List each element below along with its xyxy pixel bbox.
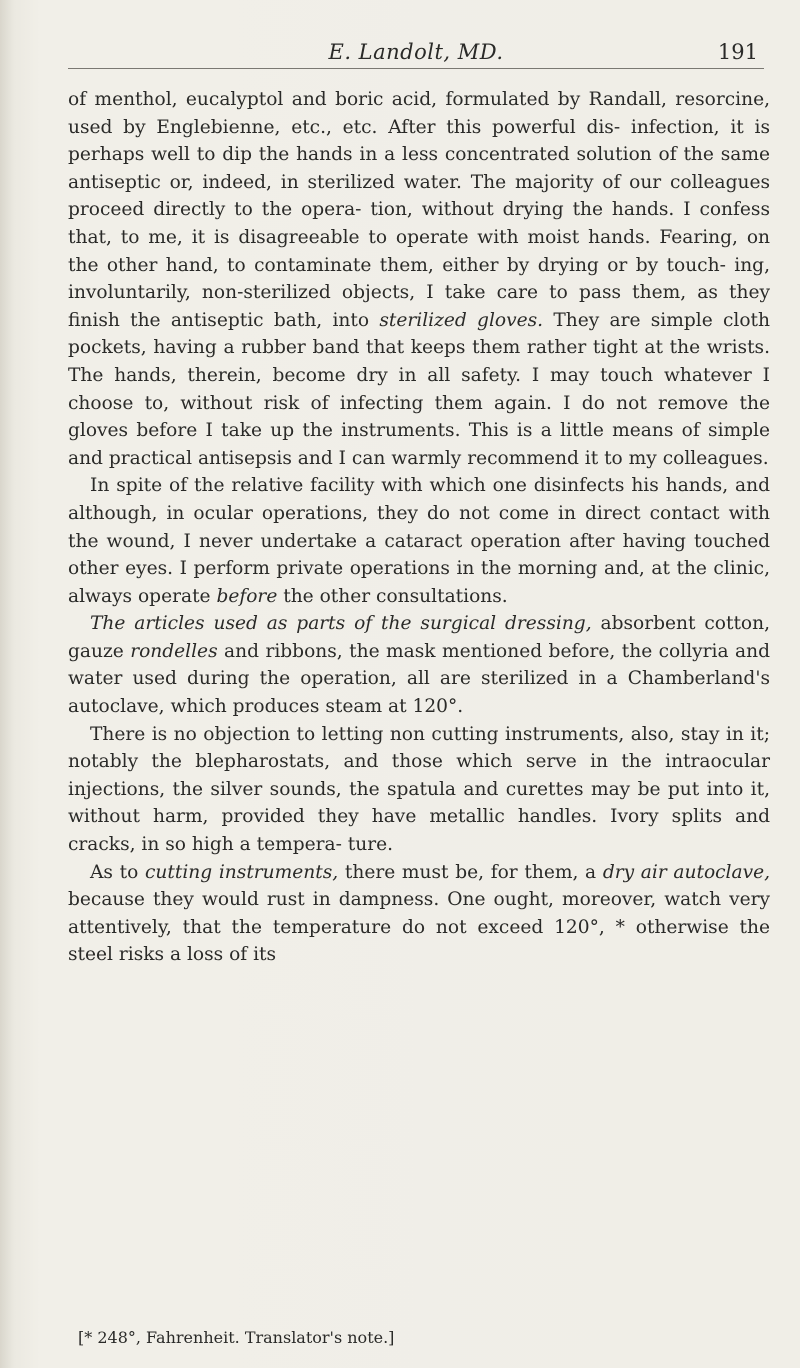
body-text (68, 86, 770, 969)
text-run: there must be, for them, a (338, 861, 603, 883)
page-header (68, 34, 764, 69)
text-run: of menthol, eucalyptol and boric acid, formulated by Randall, resorcine, used by Englebienne, etc., etc. After this powerful dis- infection, it is perhaps well to dip the hands in a less concentrated solution of the same antiseptic or, indeed, in sterilized water. The majority of our colleagues proceed directly to the opera- tion, without drying the hands. I confess that, to me, it is disagreeable to operate with moist hands. Fearing, on the other hand, to contaminate them, either by drying or by touch- ing, involuntarily, non-sterilized objects, I take care to pass them, as they finish the antiseptic bath, into (68, 89, 770, 331)
paragraph (68, 721, 770, 859)
running-head: E. Landolt, MD. (328, 40, 504, 64)
paragraph (68, 859, 770, 969)
text-run: the other consultations. (277, 585, 508, 607)
footnote: [* 248°, Fahrenheit. Translator's note.] (78, 1328, 395, 1347)
italic-text: cutting instruments, (145, 861, 339, 883)
text-run: and ribbons, the mask mentioned before, the collyria and water used during the operation, all are sterilized in a Chamberland's autoclave, which produces steam at 120°. (68, 640, 770, 718)
italic-text: rondelles (130, 640, 218, 662)
italic-text: dry air autoclave, (602, 861, 771, 883)
text-run: absorbent cotton, gauze (68, 613, 770, 662)
paragraph (68, 610, 770, 720)
italic-text: before (216, 585, 278, 607)
text-run: As to (90, 861, 146, 883)
text-run: In spite of the relative facility with which one disinfects his hands, and although, in ocular operations, they do not come in direct contact with the wound, I never undertake a cataract operation after having touched other eyes. I perform private operations in the morning and, at the clinic, always operate (68, 475, 770, 607)
page-number: 191 (717, 40, 758, 64)
paragraph (68, 472, 770, 610)
text-run: There is no objection to letting non cutting instruments, also, stay in it; notably the blepharostats, and those which serve in the intraocular injections, the silver sounds, the spatula and curettes may be put into it, without harm, provided they have metallic handles. Ivory splits and cracks, in so high a tempera- ture. (68, 723, 770, 856)
text-run: They are simple cloth pockets, having a rubber band that keeps them rather tight at the wrists. The hands, therein, become dry in all safety. I may touch whatever I choose to, without risk of infecting them again. I do not remove the gloves before I take up the instruments. This is a little means of simple and practical antisepsis and I can warmly recommend it to my colleagues. (68, 309, 770, 469)
italic-text: sterilized gloves. (379, 309, 544, 331)
text-run: because they would rust in dampness. One ought, moreover, watch very attentively, that the temperature do not exceed 120°, * otherwise the steel risks a loss of its (68, 889, 770, 966)
paragraph (68, 86, 770, 472)
italic-text: The articles used as parts of the surgical dressing, (90, 613, 592, 635)
